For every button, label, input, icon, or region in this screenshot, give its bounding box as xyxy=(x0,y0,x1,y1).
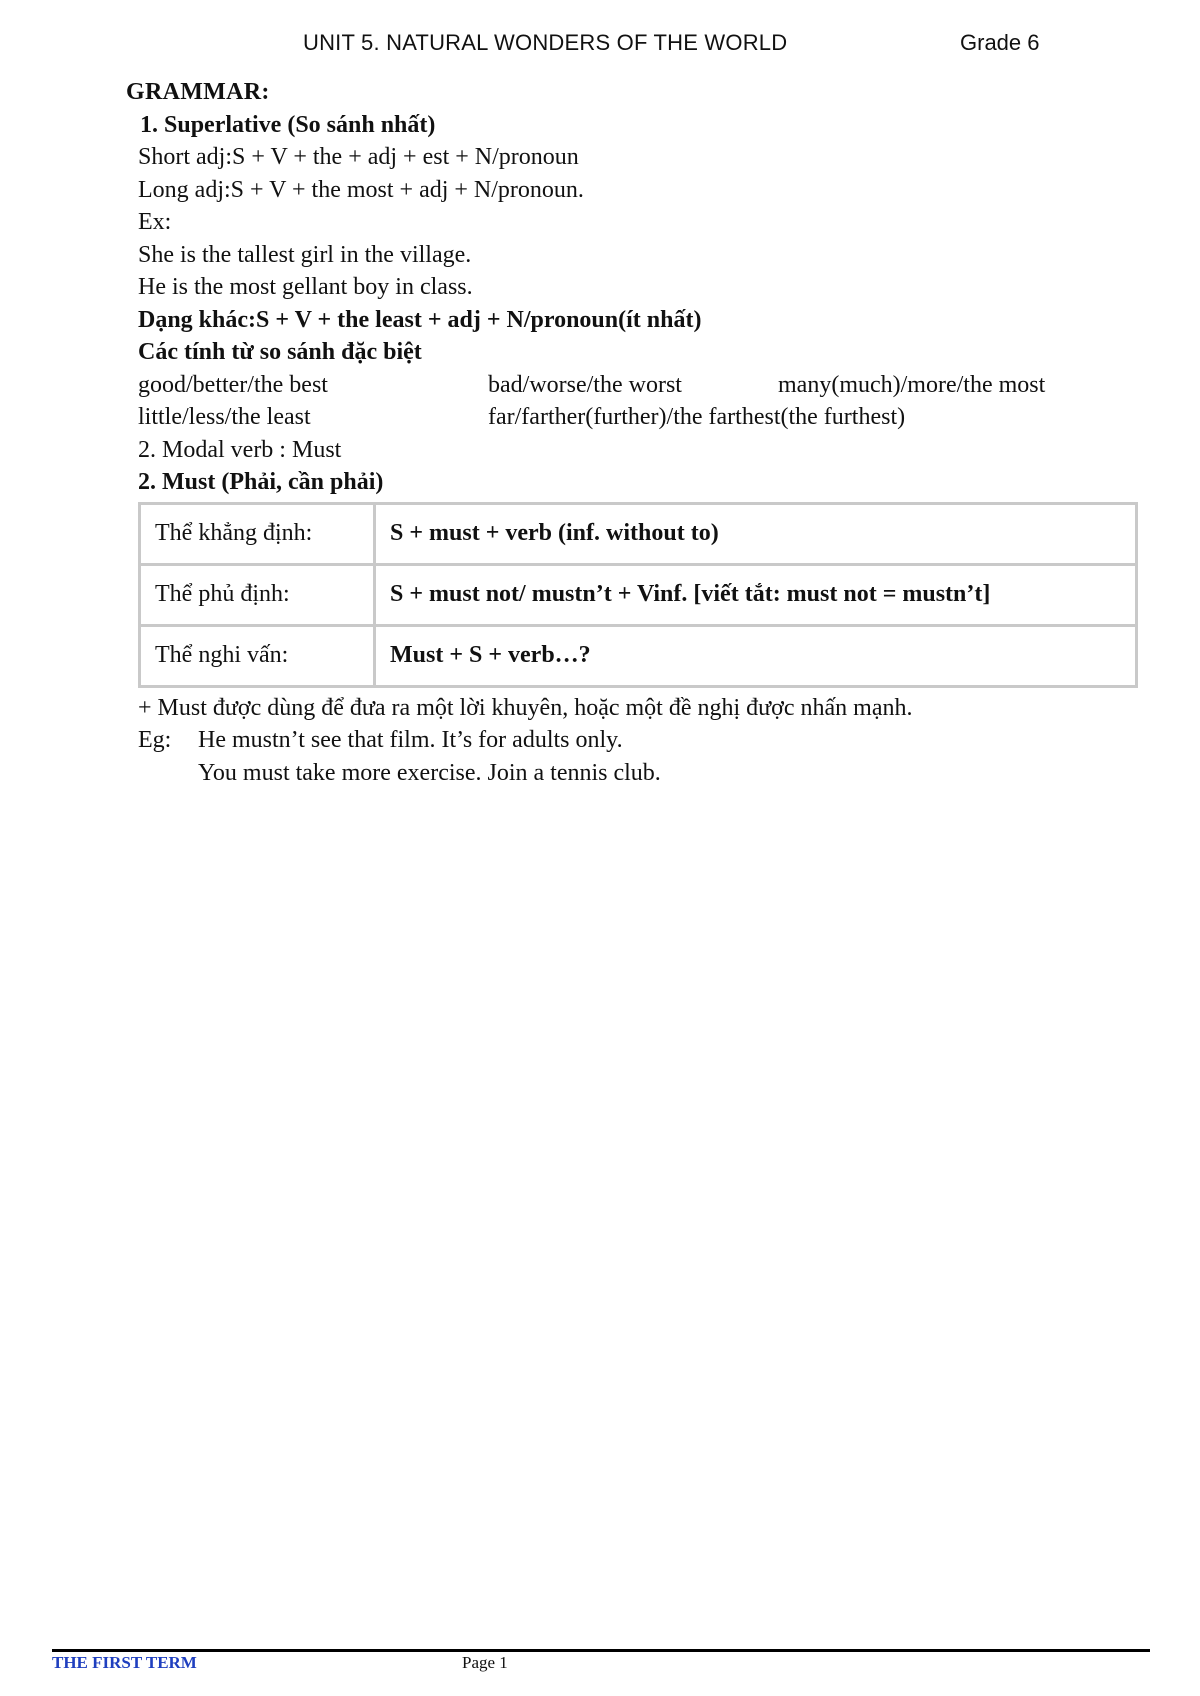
form-formula-cell: S + must not/ mustn’t + Vinf. [viết tắt: must not = mustn’t] xyxy=(375,564,1137,625)
must-heading: 2. Must (Phải, cần phải) xyxy=(138,469,384,495)
superlative-heading: 1. Superlative (So sánh nhất) xyxy=(140,111,436,138)
grade-label: Grade 6 xyxy=(960,30,1040,55)
example-row xyxy=(138,724,1138,757)
table-row xyxy=(140,564,1137,625)
example-sentence: He is the most gellant boy in class. xyxy=(138,274,473,300)
special-adjective: bad/worse/the worst xyxy=(488,371,682,398)
example-label: Ex: xyxy=(138,209,172,235)
special-adjective: little/less/the least xyxy=(138,404,311,430)
usage-note: + Must được dùng để đưa ra một lời khuyên, hoặc một đề nghị được nhấn mạnh. xyxy=(138,694,913,721)
footer-term: THE FIRST TERM xyxy=(52,1653,197,1672)
table-row xyxy=(140,625,1137,686)
page-number: Page 1 xyxy=(462,1653,508,1672)
long-adj-rule: Long adj:S + V + the most + adj + N/pronoun. xyxy=(138,176,584,203)
example-sentence: She is the tallest girl in the village. xyxy=(138,241,472,268)
must-forms-table xyxy=(138,502,1138,688)
form-label-cell: Thể khẳng định: xyxy=(140,503,375,564)
special-adjective: many(much)/more/the most xyxy=(778,371,1046,398)
form-label-cell: Thể nghi vấn: xyxy=(140,625,375,686)
form-formula-cell: S + must + verb (inf. without to) xyxy=(375,503,1137,564)
document-body xyxy=(126,76,1138,789)
special-adjective: good/better/the best xyxy=(138,371,328,398)
eg-label: Eg: xyxy=(138,727,172,753)
unit-title: UNIT 5. NATURAL WONDERS OF THE WORLD xyxy=(303,30,788,55)
table-row xyxy=(140,503,1137,564)
special-adjectives-row xyxy=(138,369,1138,402)
grammar-heading: GRAMMAR: xyxy=(126,79,270,105)
special-adjectives-heading: Các tính từ so sánh đặc biệt xyxy=(138,339,422,365)
example-sentence: He mustn’t see that film. It’s for adults only. xyxy=(198,727,623,753)
modal-verb-line: 2. Modal verb : Must xyxy=(138,436,342,463)
example-row xyxy=(138,757,1138,790)
footer-divider xyxy=(52,1649,1150,1652)
form-label-cell: Thể phủ định: xyxy=(140,564,375,625)
special-adjectives-row xyxy=(138,401,1138,434)
short-adj-rule: Short adj:S + V + the + adj + est + N/pronoun xyxy=(138,144,579,170)
page-header xyxy=(0,30,1200,62)
special-adjective: far/farther(further)/the farthest(the furthest) xyxy=(488,404,906,430)
form-formula-cell: Must + S + verb…? xyxy=(375,625,1137,686)
example-sentence: You must take more exercise. Join a tennis club. xyxy=(198,759,661,786)
other-form-rule: Dạng khác:S + V + the least + adj + N/pronoun(ít nhất) xyxy=(138,306,702,333)
